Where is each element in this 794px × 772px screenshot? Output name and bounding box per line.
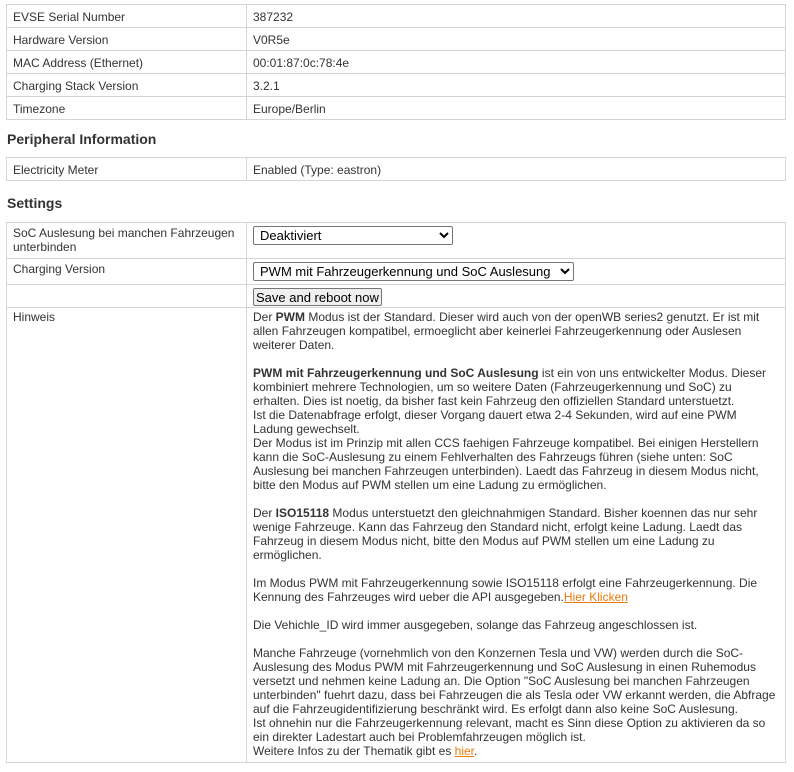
soc-select[interactable] xyxy=(253,226,453,245)
charging-version-cell xyxy=(247,259,786,285)
settings-table xyxy=(6,222,786,763)
peripheral-table xyxy=(6,157,786,181)
table-row xyxy=(7,285,786,308)
hier-link[interactable]: hier xyxy=(454,744,475,758)
row-value: 387232 xyxy=(247,5,786,28)
hint-text-span: . xyxy=(474,744,478,758)
row-label: Charging Stack Version xyxy=(7,74,247,97)
hier-klicken-link[interactable]: Hier Klicken xyxy=(563,590,628,604)
table-row xyxy=(7,223,786,259)
hint-bold-pwm: PWM xyxy=(275,310,305,324)
peripheral-heading: Peripheral Information xyxy=(7,131,157,147)
hint-paragraph-vehicle-id: Die Vehichle_ID wird immer ausgegeben, solange das Fahrzeug angeschlossen ist. xyxy=(253,618,698,632)
hint-bold-iso: ISO15118 xyxy=(275,506,330,520)
hint-text-span: Der xyxy=(253,310,276,324)
hint-label: Hinweis xyxy=(7,308,247,763)
charging-version-select[interactable] xyxy=(253,262,574,281)
hint-paragraph-soc-option xyxy=(253,646,779,758)
row-label: MAC Address (Ethernet) xyxy=(7,51,247,74)
table-row xyxy=(7,158,786,181)
table-row xyxy=(7,28,786,51)
hint-text-span: Ist ohnehin nur die Fahrzeugerkennung relevant, macht es Sinn diese Option zu aktivieren da so ein direkter Ladestart auch bei Problemfahrzeugen möglich ist. xyxy=(253,716,766,744)
hint-text-span: Der xyxy=(253,506,276,520)
hint-text-span: Der Modus ist im Prinzip mit allen CCS faehigen Fahrzeuge kompatibel. Bei einigen Herstellern kann die SoC-Auslesung zu einem Fehlverhalten des Fahrzeugs führen (siehe unten: SoC Auslesung bei manchen Fahrzeugen unterbinden). Laedt das Fahrzeug in diesem Modus nicht, bitte den Modus auf PWM stellen um eine Ladung zu ermöglichen. xyxy=(253,436,759,492)
row-value: 3.2.1 xyxy=(247,74,786,97)
hint-text-span: ist ein von uns entwickelter Modus. Dieser kombiniert mehrere Technologien, um so weitere Daten (Fahrzeugerkennung und SoC) zu erhalten. Dies ist noetig, da bisher fast kein Fahrzeug den offiziellen Standard unterstuetzt. xyxy=(253,366,766,408)
row-label: Timezone xyxy=(7,97,247,120)
charging-version-label: Charging Version xyxy=(7,259,247,285)
empty-cell xyxy=(7,285,247,308)
table-row xyxy=(7,97,786,120)
hint-text-span: Ist die Datenabfrage erfolgt, dieser Vorgang dauert etwa 2-4 Sekunden, wird auf eine PWM Ladung gewechselt. xyxy=(253,408,737,436)
table-row xyxy=(7,74,786,97)
hint-text-span: Manche Fahrzeuge (vornehmlich von den Konzernen Tesla und VW) werden durch die SoC-Auslesung des Modus PWM mit Fahrzeugerkennung und SoC Auslesung in einen Ruhemodus versetzt und nehmen keine Ladung an. Die Option "SoC Auslesung bei manchen Fahrzeugen unterbinden" fuehrt dazu, dass bei Fahrzeugen die als Tesla oder VW erkannt werden, die Abfrage auf die Fahrzeugidentifizierung beschränkt wird. Es erfolgt dann also keine SoC Auslesung. xyxy=(253,646,776,716)
hint-bold-pwm-soc: PWM mit Fahrzeugerkennung und SoC Auslesung xyxy=(253,366,539,380)
hint-paragraph-api xyxy=(253,576,779,604)
row-value: Enabled (Type: eastron) xyxy=(247,158,786,181)
table-row xyxy=(7,5,786,28)
row-value: 00:01:87:0c:78:4e xyxy=(247,51,786,74)
hint-paragraph-pwm-soc xyxy=(253,366,779,492)
soc-cell xyxy=(247,223,786,259)
hint-text-span: Modus ist der Standard. Dieser wird auch von der openWB series2 genutzt. Er ist mit allen Fahrzeugen kompatibel, ermoeglicht aber keinerlei Fahrzeugerkennung oder Auslesen weiterer Daten. xyxy=(253,310,760,352)
save-cell xyxy=(247,285,786,308)
settings-heading: Settings xyxy=(7,195,63,211)
hint-text xyxy=(247,308,786,763)
hint-paragraph-iso xyxy=(253,506,779,562)
row-label: EVSE Serial Number xyxy=(7,5,247,28)
soc-label: SoC Auslesung bei manchen Fahrzeugen unterbinden xyxy=(7,223,247,259)
table-row xyxy=(7,308,786,763)
hint-text-span: Weitere Infos zu der Thematik gibt es xyxy=(253,744,455,758)
table-row xyxy=(7,51,786,74)
row-label: Hardware Version xyxy=(7,28,247,51)
save-and-reboot-button[interactable]: Save and reboot now xyxy=(253,288,382,306)
device-info-table xyxy=(6,4,786,120)
row-label: Electricity Meter xyxy=(7,158,247,181)
table-row xyxy=(7,259,786,285)
hint-text-span: Modus unterstuetzt den gleichnahmigen Standard. Bisher koennen das nur sehr wenige Fahrzeuge. Kann das Fahrzeug den Standard nicht, erfolgt keine Ladung. Laedt das Fahrzeug in diesem Modus nicht, bitte den Modus auf PWM stellen um eine Ladung zu ermöglichen. xyxy=(253,506,758,562)
row-value: Europe/Berlin xyxy=(247,97,786,120)
hint-text-span: Im Modus PWM mit Fahrzeugerkennung sowie ISO15118 erfolgt eine Fahrzeugerkennung. Die Kennung des Fahrzeuges wird ueber die API ausgegeben. xyxy=(253,576,758,604)
hint-paragraph-pwm xyxy=(253,310,779,352)
row-value: V0R5e xyxy=(247,28,786,51)
